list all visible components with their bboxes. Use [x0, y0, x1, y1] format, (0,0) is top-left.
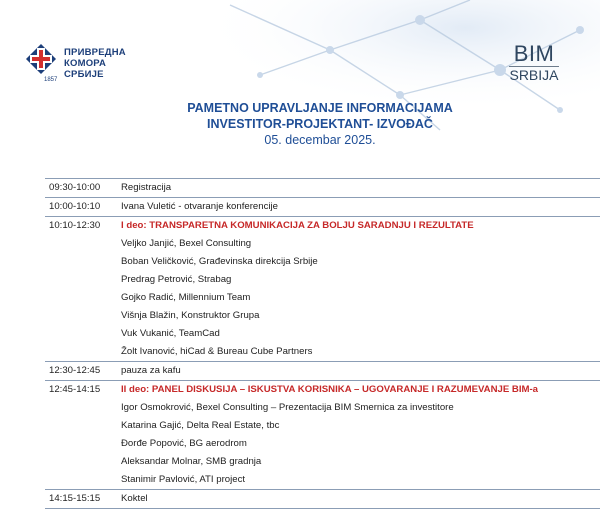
- schedule-row-opening: [45, 197, 600, 216]
- bim-logo-sub: SRBIJA: [509, 67, 559, 83]
- speaker-row: [45, 289, 600, 307]
- schedule-row-part-2: [45, 380, 600, 399]
- speaker: Đorđe Popović, BG aerodrom: [121, 438, 247, 449]
- event-title-line-2: INVESTITOR-PROJEKTANT- IZVOĐAČ: [207, 117, 433, 131]
- schedule-item: pauza za kafu: [121, 365, 181, 376]
- pks-year: 1857: [44, 77, 58, 83]
- speaker-row: [45, 271, 600, 289]
- schedule-time: 10:10-12:30: [49, 220, 101, 231]
- schedule-time: 12:30-12:45: [49, 365, 101, 376]
- schedule-time: 14:15-15:15: [49, 493, 101, 504]
- speaker-row: [45, 343, 600, 361]
- schedule-item: Registracija: [121, 182, 172, 193]
- pks-line-3: СРБИЈЕ: [64, 69, 104, 80]
- pks-name: [64, 47, 126, 80]
- speaker: Aleksandar Molnar, SMB gradnja: [121, 456, 262, 467]
- schedule-row-registration: [45, 178, 600, 197]
- speaker: Predrag Petrović, Strabag: [121, 274, 232, 285]
- speaker-row: [45, 399, 600, 417]
- schedule-item: Ivana Vuletić - otvaranje konferencije: [121, 201, 278, 212]
- speaker-row: [45, 453, 600, 471]
- speaker: Gojko Radić, Millennium Team: [121, 292, 251, 303]
- speaker: Igor Osmokrović, Bexel Consulting – Prezentacija BIM Smernica za investitore: [121, 402, 454, 413]
- speaker-row: [45, 235, 600, 253]
- speaker-row: [45, 435, 600, 453]
- speaker: Boban Veličković, Građevinska direkcija Srbije: [121, 256, 318, 267]
- event-title-block: [0, 100, 600, 148]
- speaker: Katarina Gajić, Delta Real Estate, tbc: [121, 420, 280, 431]
- schedule-time: 09:30-10:00: [49, 182, 101, 193]
- event-date: 05. decembar 2025.: [264, 133, 376, 147]
- speaker: Žolt Ivanović, hiCad & Bureau Cube Partners: [121, 346, 313, 357]
- schedule-item: Koktel: [121, 493, 148, 504]
- pks-line-2: КОМОРА: [64, 58, 107, 69]
- speaker: Višnja Blažin, Konstruktor Grupa: [121, 310, 260, 321]
- bim-srbija-logo: [505, 42, 563, 94]
- speaker-row: [45, 253, 600, 271]
- speaker-row: [45, 325, 600, 343]
- schedule-time: 10:00-10:10: [49, 201, 101, 212]
- speaker: Vuk Vukanić, TeamCad: [121, 328, 220, 339]
- schedule-row-cocktail: [45, 489, 600, 509]
- session-title-part-2: II deo: PANEL DISKUSIJA – ISKUSTVA KORISNIKA – UGOVARANJE I RAZUMEVANJE BIM-a: [121, 384, 539, 395]
- schedule-row-part-1: [45, 216, 600, 235]
- schedule-time: 12:45-14:15: [49, 384, 101, 395]
- schedule-row-coffee-break: [45, 361, 600, 380]
- speaker-row: [45, 417, 600, 435]
- session-title-part-1: I deo: TRANSPARETNA KOMUNIKACIJA ZA BOLJU SARADNJU I REZULTATE: [121, 220, 474, 231]
- pks-logo: [22, 42, 152, 86]
- speaker-row: [45, 471, 600, 489]
- speaker: Veljko Janjić, Bexel Consulting: [121, 238, 252, 249]
- speaker-row: [45, 307, 600, 325]
- pks-line-1: ПРИВРЕДНА: [64, 47, 126, 58]
- bim-logo-main: BIM: [513, 41, 555, 66]
- schedule-table: [45, 178, 600, 509]
- speaker: Stanimir Pavlović, ATI project: [121, 474, 246, 485]
- event-title-line-1: PAMETNO UPRAVLJANJE INFORMACIJAMA: [187, 101, 453, 115]
